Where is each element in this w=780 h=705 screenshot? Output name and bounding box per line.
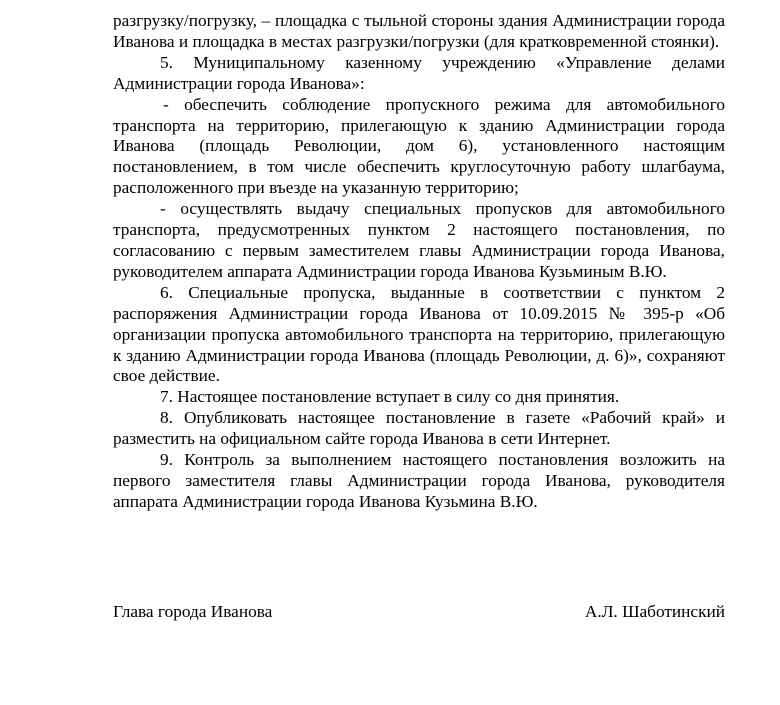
- paragraph-item-7: 7. Настоящее постановление вступает в силу со дня принятия.: [160, 387, 620, 407]
- document-body: [113, 11, 725, 513]
- paragraph-item-6: 6. Специальные пропуска, выданные в соответствии с пунктом 2 распоряжения Администрации города Иванова от 10.09.2015 № 395-р «Об организации пропуска автомобильного транспорта на территорию, прилегающую к зданию Администрации города Иванова (площадь Революции, д. 6)», сохраняют свое действие.: [113, 282, 725, 386]
- paragraph-item-5: 5. Муниципальному казенному учреждению «Управление делами Администрации города Иванова»:: [113, 52, 725, 93]
- paragraph-item-5-dash-2: - осуществлять выдачу специальных пропусков для автомобильного транспорта, предусмотренных пунктом 2 настоящего постановления, по согласованию с первым заместителем главы Администрации города Иванова, руководителем аппарата Администрации города Иванова Кузьминым В.Ю.: [113, 199, 725, 281]
- signature-name: А.Л. Шаботинский: [584, 602, 725, 621]
- paragraph-item-8: 8. Опубликовать настоящее постановление в газете «Рабочий край» и разместить на официальном сайте города Иванова в сети Интернет.: [113, 408, 725, 449]
- paragraph-item-5-dash-1: - обеспечить соблюдение пропускного режима для автомобильного транспорта на территорию, прилегающую к зданию Администрации города Иванова (площадь Революции, дом 6), установленного настоящим постановлением, в том числе обеспечить круглосуточную работу шлагбаума, расположенного при въезде на указанную территорию;: [113, 94, 725, 198]
- signature-block: [113, 602, 725, 623]
- signature-position: Глава города Иванова: [113, 602, 273, 621]
- paragraph-continuation: разгрузку/погрузку, – площадка с тыльной стороны здания Администрации города Иванова и площадка в местах разгрузки/погрузки (для кратковременной стоянки).: [113, 11, 725, 51]
- paragraph-item-9: 9. Контроль за выполнением настоящего постановления возложить на первого заместителя главы Администрации города Иванова, руководителя аппарата Администрации города Иванова Кузьмина В.Ю.: [113, 450, 725, 511]
